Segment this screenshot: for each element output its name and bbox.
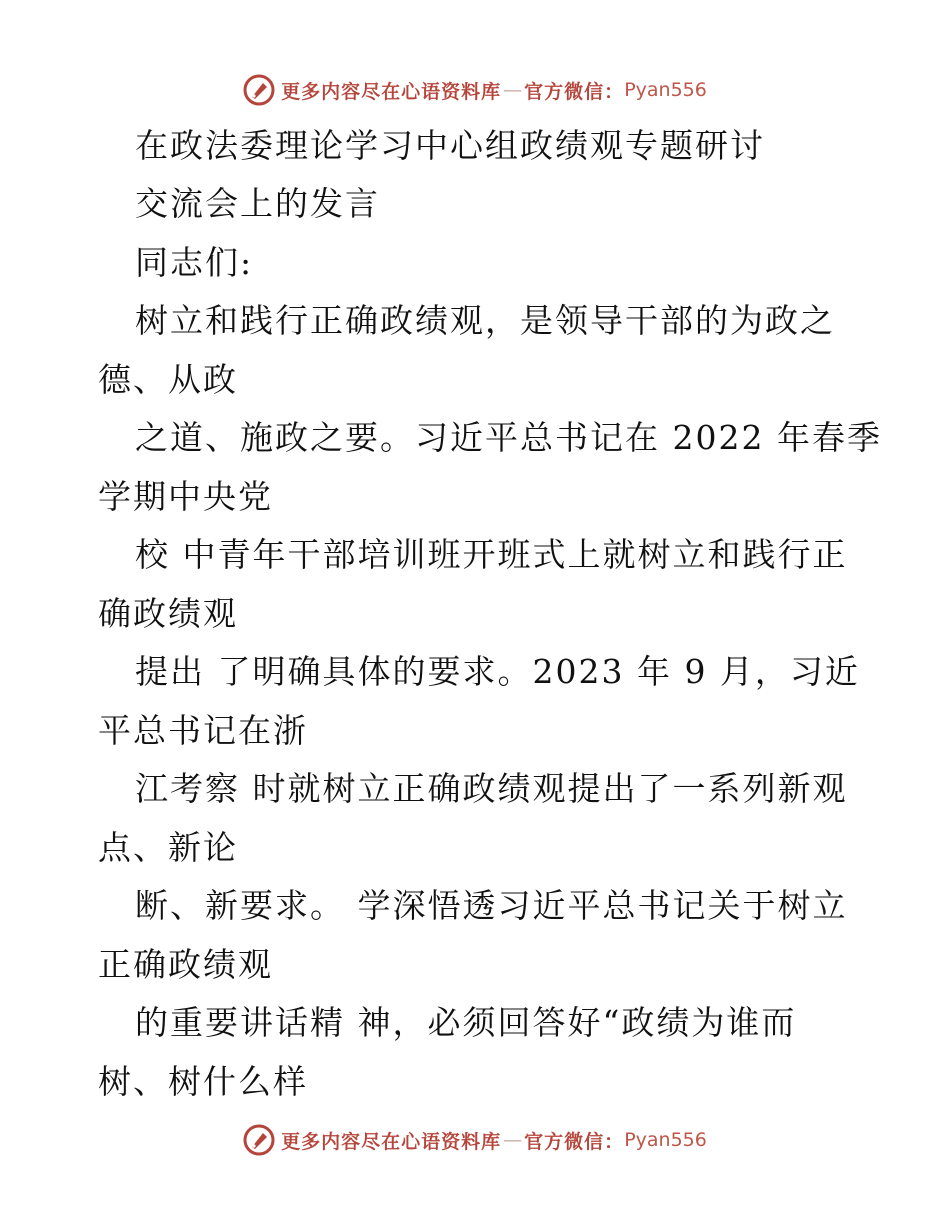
doc-line: 江考察 时就树立正确政绩观提出了一系列新观 [135, 769, 848, 808]
banner-brand-text: 更多内容尽在心语资料库 [281, 1130, 502, 1153]
doc-line: 在政法委理论学习中心组政绩观专题研讨 [135, 126, 765, 165]
banner-wechat-label: 官方微信： [524, 80, 625, 103]
doc-line: 确政绩观 [98, 594, 238, 633]
doc-line: 的重要讲话精 神，必须回答好“政绩为谁而 [135, 1003, 797, 1042]
doc-line: 平总书记在浙 [98, 711, 308, 750]
banner-dash: — [503, 79, 523, 101]
banner-brand-text: 更多内容尽在心语资料库 [281, 80, 502, 103]
doc-line: 正确政绩观 [98, 945, 273, 984]
banner-dash: — [503, 1129, 523, 1151]
doc-line: 同志们: [135, 243, 254, 282]
doc-line: 德、从政 [98, 360, 238, 399]
doc-line: 树、树什么样 [98, 1062, 308, 1101]
doc-line: 断、新要求。 学深悟透习近平总书记关于树立 [135, 886, 848, 925]
doc-line: 点、新论 [98, 828, 238, 867]
doc-line: 之道、施政之要。习近平总书记在 2022 年春季 [135, 418, 882, 457]
banner-wechat-id: Pyan556 [624, 1129, 707, 1151]
header-banner [0, 70, 950, 110]
doc-line: 树立和践行正确政绩观，是领导干部的为政之 [135, 301, 835, 340]
footer-banner [0, 1120, 950, 1160]
doc-line: 学期中央党 [98, 477, 273, 516]
pen-nib-logo-icon [243, 74, 275, 106]
pen-nib-logo-icon [243, 1124, 275, 1156]
banner-wechat-label: 官方微信： [524, 1130, 625, 1153]
doc-line: 提出 了明确具体的要求。2023 年 9 月，习近 [135, 652, 860, 691]
doc-line: 交流会上的发言 [135, 184, 380, 223]
doc-line: 校 中青年干部培训班开班式上就树立和践行正 [135, 535, 848, 574]
banner-wechat-id: Pyan556 [624, 79, 707, 101]
